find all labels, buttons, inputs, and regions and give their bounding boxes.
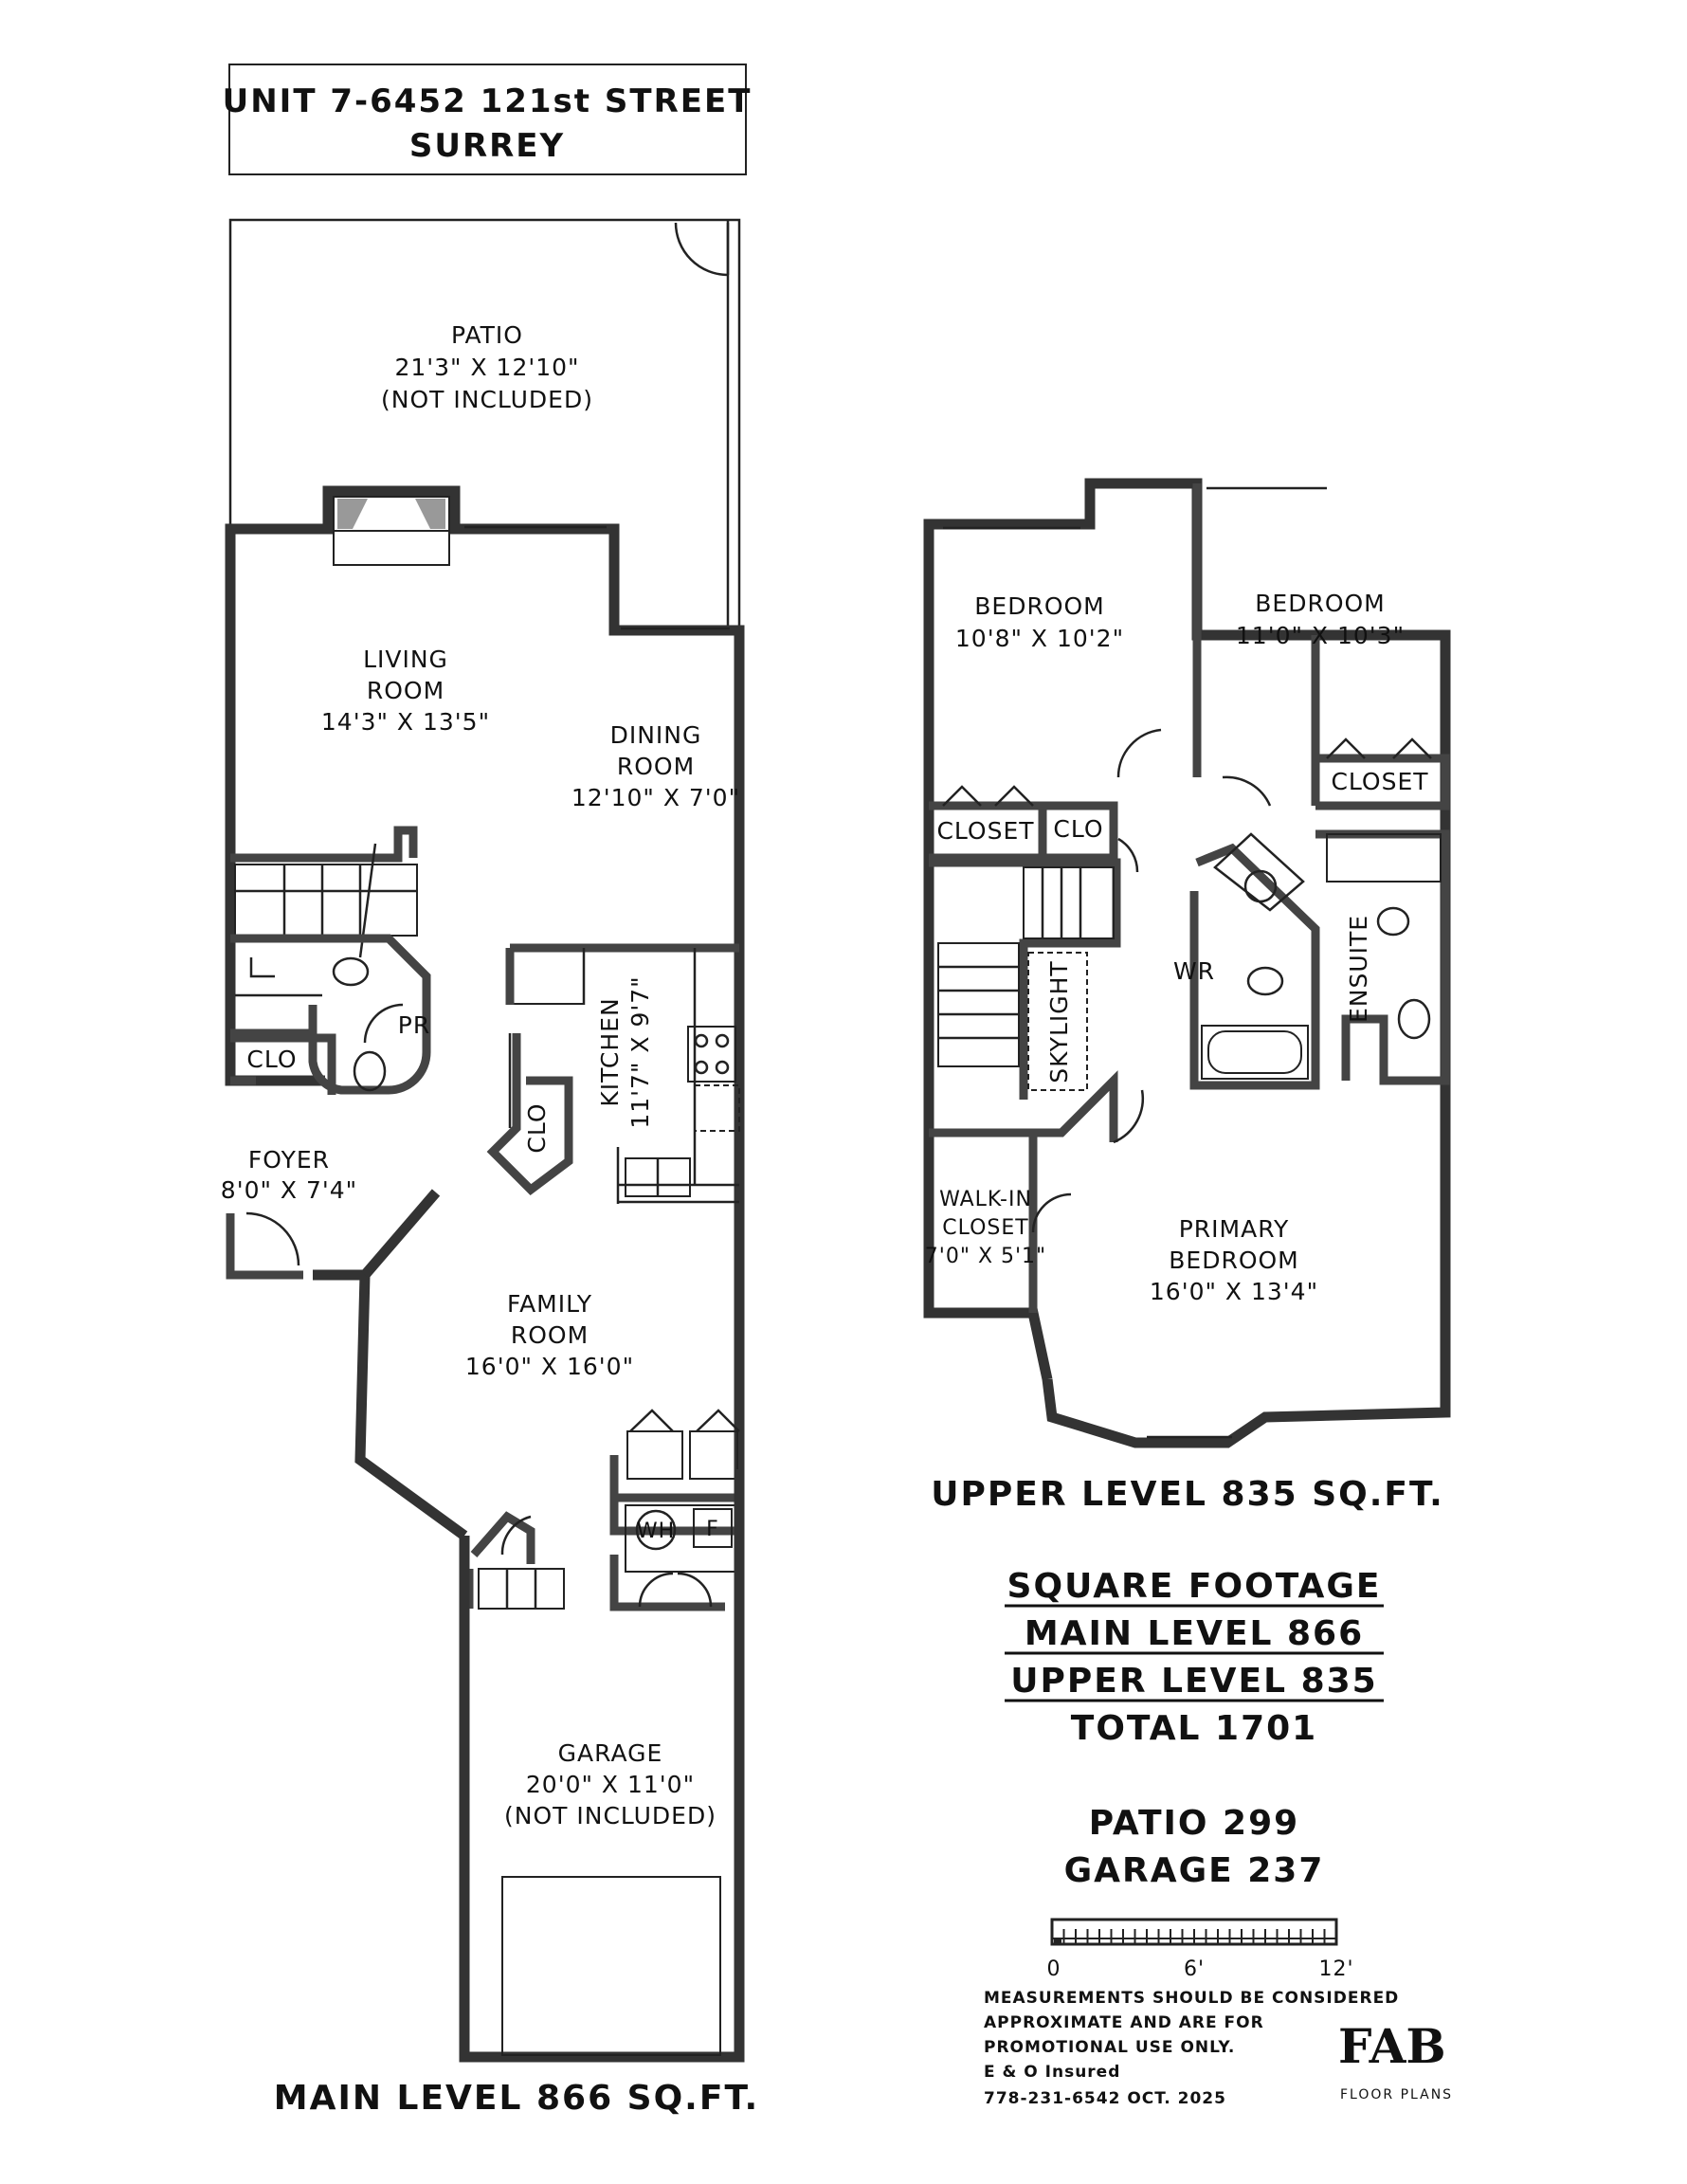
walkin-dims: 7'0" X 5'1" — [924, 1245, 1047, 1268]
primary-name-2: BEDROOM — [1169, 1247, 1299, 1274]
sqft-main: MAIN LEVEL 866 — [1024, 1614, 1365, 1653]
title-line-1: UNIT 7-6452 121st STREET — [222, 82, 753, 120]
family-dims: 16'0" X 16'0" — [464, 1353, 635, 1380]
sqft-total: TOTAL 1701 — [1070, 1709, 1318, 1748]
scale-bar — [1047, 1920, 1354, 1981]
right-closet-label: CLOSET — [1331, 768, 1429, 795]
foyer-name: FOYER — [247, 1146, 331, 1174]
note-line-4: E & O Insured — [984, 2063, 1121, 2082]
patio-dims: 21'3" X 12'10" — [394, 354, 580, 381]
water-room-label: WR — [1172, 957, 1216, 985]
title-line-2: SURREY — [408, 127, 566, 165]
upper-level-plan — [925, 483, 1445, 1514]
walkin-name-1: WALK-IN — [939, 1188, 1032, 1211]
kitchen-dims: 11'7" X 9'7" — [626, 975, 654, 1129]
note-line-2: APPROXIMATE AND ARE FOR — [984, 2013, 1264, 2032]
family-bay-wall — [313, 1275, 464, 1536]
garage-dims: 20'0" X 11'0" — [525, 1771, 696, 1798]
left-closet-label: CLO — [246, 1046, 298, 1073]
foyer-dims: 8'0" X 7'4" — [220, 1176, 358, 1204]
scale-tick-12: 12' — [1318, 1957, 1354, 1981]
dining-name-1: DINING — [609, 721, 702, 749]
note-line-3: PROMOTIONAL USE ONLY. — [984, 2038, 1236, 2057]
dining-dims: 12'10" X 7'0" — [571, 784, 741, 811]
kitchen-name: KITCHEN — [596, 997, 624, 1107]
sqft-upper: UPPER LEVEL 835 — [1010, 1662, 1378, 1701]
logo-subtitle: FLOOR PLANS — [1340, 2087, 1454, 2102]
square-footage-summary — [1005, 1567, 1384, 1890]
main-exterior-wall — [230, 491, 739, 1469]
water-heater-label: WH — [636, 1520, 676, 1543]
skylight-label: SKYLIGHT — [1045, 960, 1073, 1083]
garage-note: (NOT INCLUDED) — [504, 1802, 717, 1829]
kitchen-closet-label: CLO — [523, 1102, 551, 1154]
sqft-heading: SQUARE FOOTAGE — [1007, 1567, 1382, 1606]
bedroom1-name: BEDROOM — [974, 592, 1105, 620]
sqft-patio: PATIO 299 — [1088, 1804, 1300, 1843]
garage-name: GARAGE — [557, 1739, 663, 1767]
logo-mark: FAB — [1338, 2018, 1446, 2074]
note-line-1: MEASUREMENTS SHOULD BE CONSIDERED — [984, 1989, 1400, 2008]
primary-dims: 16'0" X 13'4" — [1149, 1278, 1319, 1305]
title-block — [223, 64, 753, 174]
living-dims: 14'3" X 13'5" — [320, 708, 491, 736]
middle-closet-label: CLO — [1053, 815, 1104, 843]
fab-logo — [1338, 2018, 1453, 2102]
upper-level-caption: UPPER LEVEL 835 SQ.FT. — [931, 1475, 1444, 1514]
living-name-2: ROOM — [366, 677, 445, 704]
ensuite-label: ENSUITE — [1345, 914, 1372, 1024]
bedroom2-name: BEDROOM — [1255, 590, 1386, 617]
patio-note: (NOT INCLUDED) — [381, 386, 593, 413]
family-name-1: FAMILY — [506, 1290, 593, 1318]
living-name-1: LIVING — [363, 646, 448, 673]
note-line-5: 778-231-6542 OCT. 2025 — [984, 2089, 1226, 2108]
stair-wall — [230, 830, 413, 858]
dining-name-2: ROOM — [616, 753, 696, 780]
patio-name: PATIO — [451, 321, 523, 349]
main-level-caption: MAIN LEVEL 866 SQ.FT. — [273, 2079, 760, 2118]
patio-door-swing — [676, 223, 728, 275]
family-name-2: ROOM — [510, 1321, 590, 1349]
left-closet-label: CLOSET — [936, 817, 1035, 845]
main-level-plan — [221, 220, 759, 2118]
walkin-name-2: CLOSET — [942, 1216, 1029, 1240]
scale-tick-0: 0 — [1046, 1957, 1061, 1981]
bedroom1-dims: 10'8" X 10'2" — [954, 625, 1125, 652]
primary-name-1: PRIMARY — [1178, 1215, 1290, 1243]
sqft-garage: GARAGE 237 — [1063, 1851, 1325, 1890]
scale-tick-6: 6' — [1183, 1957, 1206, 1981]
furnace-label: F — [706, 1518, 719, 1541]
disclaimer-notes — [984, 1989, 1399, 2108]
powder-room-label: PR — [397, 1011, 431, 1039]
bedroom2-dims: 11'0" X 10'3" — [1235, 622, 1406, 649]
patio-outline — [230, 220, 739, 630]
